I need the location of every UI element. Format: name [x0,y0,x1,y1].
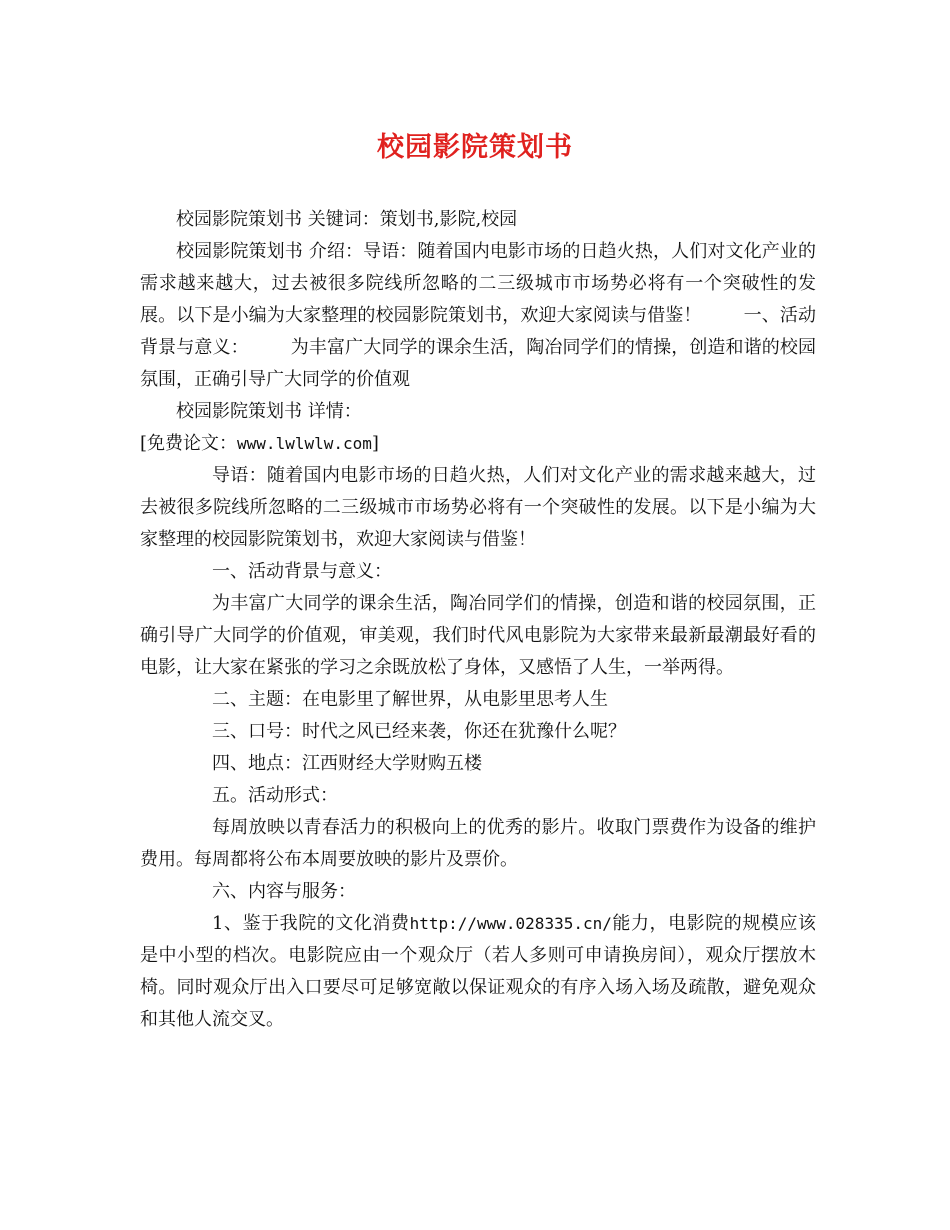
intro-background-text: 为丰富广大同学的课余生活，陶冶同学们的情操，创造和谐的校园氛围，正确引导广大同学的价值观 [140,337,816,390]
details-line: 校园影院策划书 详情： [176,401,362,422]
guide-paragraph: 导语：随着国内电影市场的日趋火热，人们对文化产业的需求越来越大，过去被很多院线所忽略的二三级城市市场势必将有一个突破性的发展。以下是小编为大家整理的校园影院策划书，欢迎大家阅读与借鉴！ [140,465,816,550]
section-4-location: 四、地点：江西财经大学财购五楼 [212,753,482,774]
intro-background-heading: 一、活动背景与意义： [140,305,817,358]
source-link[interactable]: www.lwlwlw.com [237,434,372,453]
section-1-text: 为丰富广大同学的课余生活，陶冶同学们的情操，创造和谐的校园氛围，正确引导广大同学的价值观，审美观，我们时代风电影院为大家带来最新最潮最好看的电影，让大家在紧张的学习之余既放松了身体，又感悟了人生，一举两得。 [140,593,816,678]
section-2-theme: 二、主题：在电影里了解世界，从电影里思考人生 [212,689,608,710]
document-title: 校园影院策划书 [377,132,573,163]
source-line [140,428,816,460]
item-1-prefix: 1、鉴于我院的文化消费 [212,913,410,934]
keywords-line: 校园影院策划书 关键词：策划书,影院,校园 [176,209,518,230]
section-5-text: 每周放映以青春活力的积极向上的优秀的影片。收取门票费作为设备的维护费用。每周都将公布本周要放映的影片及票价。 [140,817,816,870]
source-suffix: ] [371,433,379,454]
item-1-text: 能力，电影院的规模应该是中小型的档次。电影院应由一个观众厅（若人多则可申请换房间），观众厅摆放木椅。同时观众厅出入口要尽可足够宽敞以保证观众的有序入场入场及疏散，避免观众和其他人流交叉。 [140,913,816,1030]
item-1-link[interactable]: http://www.028335.cn/ [409,914,612,933]
intro-paragraph [140,236,816,396]
intro-text: 校园影院策划书 介绍：导语：随着国内电影市场的日趋火热，人们对文化产业的需求越来越大，过去被很多院线所忽略的二三级城市市场势必将有一个突破性的发展。以下是小编为大家整理的校园影院策划书，欢迎大家阅读与借鉴！ [140,241,816,326]
document-body [140,204,816,1036]
section-1-heading: 一、活动背景与意义： [212,561,392,582]
section-6-item-1 [140,908,816,1036]
section-5-heading: 五。活动形式： [212,785,338,806]
section-3-slogan: 三、口号：时代之风已经来袭，你还在犹豫什么呢？ [212,721,626,742]
source-prefix: [免费论文： [140,433,238,454]
section-6-heading: 六、内容与服务： [212,881,356,902]
